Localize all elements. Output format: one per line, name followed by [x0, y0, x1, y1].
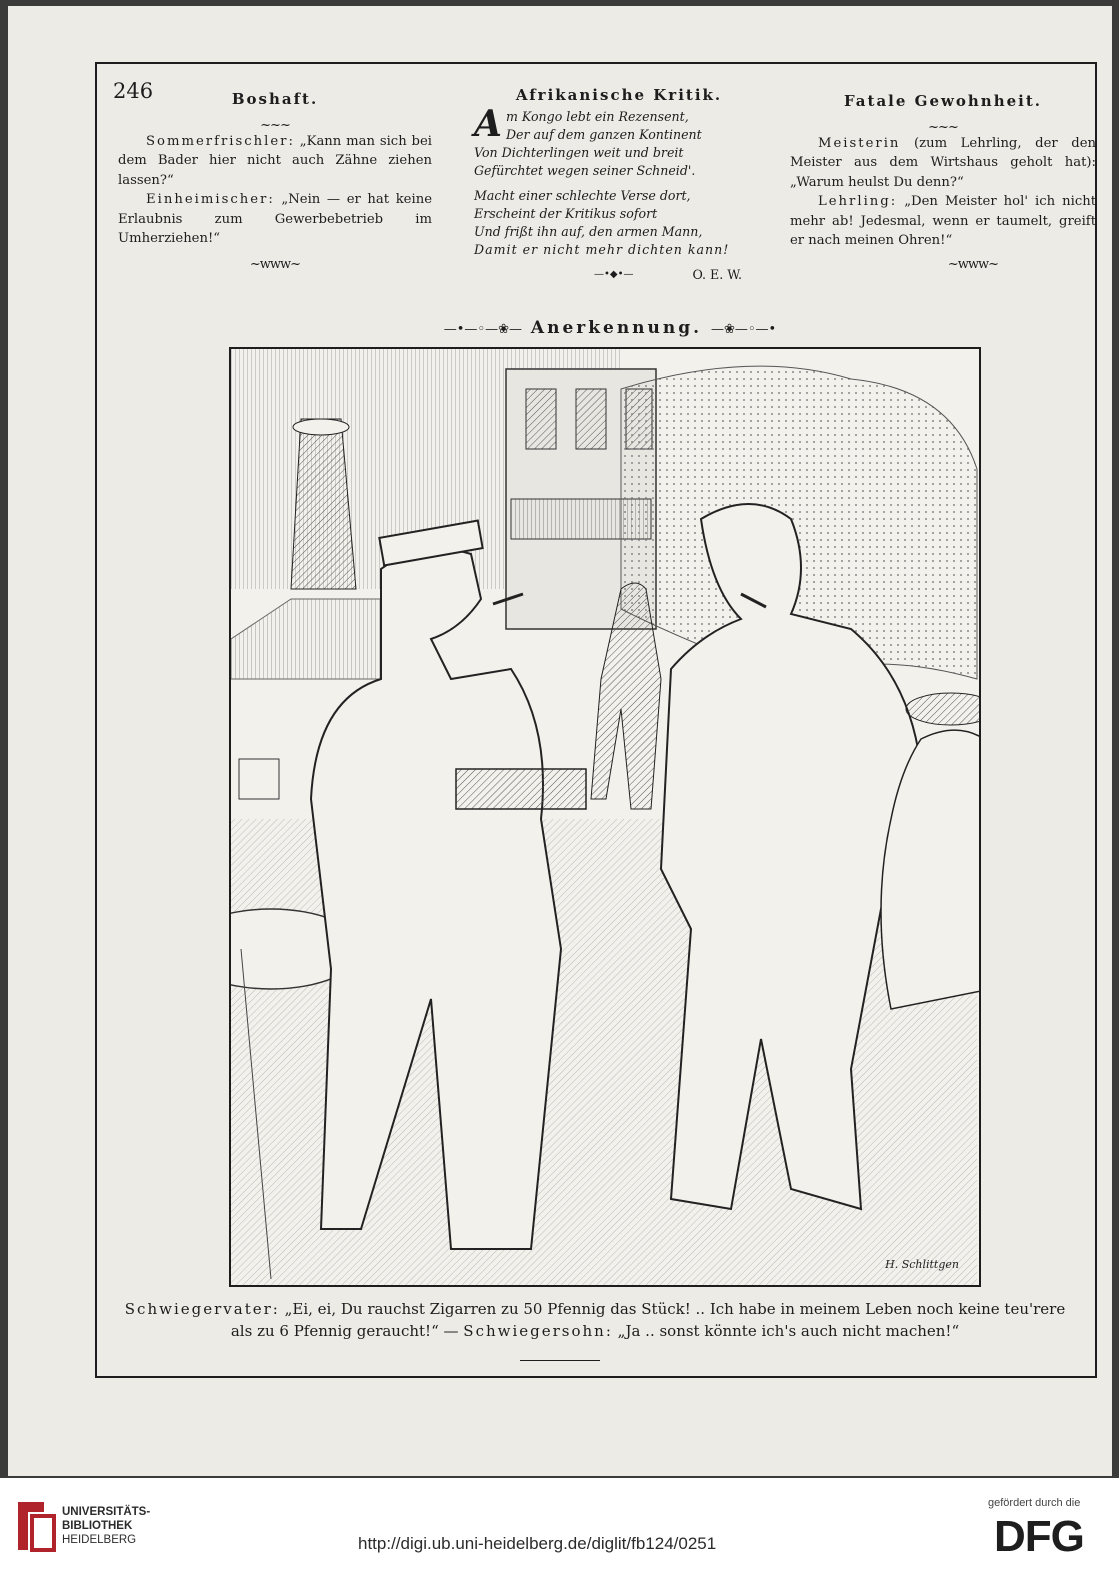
- speaker-label: Sommerfrischler:: [146, 133, 295, 149]
- cartoon-illustration: [229, 347, 981, 1287]
- poem-line: m Kongo lebt ein Rezensent,: [505, 109, 689, 124]
- paragraph-text: „Kann man sich bei dem Bader hier nicht auch Zähne ziehen lassen?“: [118, 133, 432, 188]
- article-title: Afrikanische Kritik.: [515, 86, 723, 104]
- article-fatale-gewohnheit: [790, 92, 1096, 271]
- plant-tub: [239, 759, 279, 799]
- poem-line: Von Dichterlingen weit und breit: [474, 145, 684, 160]
- poem-line: Und frißt ihn auf, den armen Mann,: [474, 224, 703, 239]
- poem-footer: [474, 266, 764, 284]
- poem-line: Der auf dem ganzen Kontinent: [505, 127, 702, 142]
- cartoon-drawing: [231, 349, 979, 1285]
- end-ornament: ~www~: [947, 256, 999, 272]
- speaker-label: Lehrling:: [818, 194, 898, 209]
- library-name[interactable]: [62, 1505, 150, 1547]
- title-ornament-right: —❀—◦—•: [711, 322, 777, 337]
- poem-line: Macht einer schlechte Verse dort,: [474, 188, 691, 203]
- funded-by-label: gefördert durch die: [988, 1497, 1081, 1509]
- library-line: BIBLIOTHEK: [62, 1520, 133, 1532]
- poem-stanza: [474, 187, 764, 259]
- speaker-label: Einheimischer:: [146, 192, 275, 207]
- cartoon-title-text: Anerkennung.: [530, 318, 703, 338]
- speaker-label: Schwiegersohn:: [463, 1322, 613, 1340]
- artist-signature: H. Schlittgen: [885, 1258, 959, 1271]
- article-title: Boshaft.: [231, 90, 319, 108]
- permalink-url[interactable]: http://digi.ub.uni-heidelberg.de/diglit/fb124/0251: [358, 1534, 717, 1553]
- viewer-footer: [0, 1478, 1119, 1575]
- cigar-box: [456, 769, 586, 809]
- woman-hat: [906, 693, 979, 725]
- caption-text: „Ei, ei, Du rauchst Zigarren zu 50 Pfennig das Stück! .. Ich habe in meinem Leben noch keine teu'rere als zu 6 Pfennig geraucht!“ —: [230, 1300, 1066, 1340]
- title-ornament: ~~~: [260, 117, 290, 133]
- article-boshaft: [118, 90, 432, 271]
- library-logo-icon: [14, 1498, 58, 1554]
- article-title: Fatale Gewohnheit.: [843, 92, 1043, 110]
- paragraph: [118, 132, 432, 191]
- speaker-label: Meisterin: [818, 135, 901, 151]
- library-line: HEIDELBERG: [62, 1534, 137, 1546]
- window: [576, 389, 606, 449]
- speaker-label: Schwiegervater:: [124, 1300, 280, 1318]
- poem-line: Damit er nicht mehr dichten kann!: [474, 242, 730, 257]
- article-afrikanische-kritik: [474, 86, 764, 284]
- paragraph: [790, 134, 1096, 193]
- caption-text: „Ja .. sonst könnte ich's auch nicht machen!“: [612, 1322, 960, 1340]
- poem-line: Gefürchtet wegen seiner Schneid'.: [474, 163, 696, 178]
- paragraph-text: (zum Lehrling, der den Meister aus dem Wirtshaus geholt hat): „Warum heulst Du denn?“: [790, 135, 1096, 190]
- library-line: UNIVERSITÄTS-: [62, 1506, 151, 1518]
- paragraph: [118, 190, 432, 249]
- poem-line: Erscheint der Kritikus sofort: [474, 206, 658, 221]
- lady-hat: [293, 419, 349, 435]
- page-number: 246: [113, 79, 154, 103]
- window: [526, 389, 556, 449]
- title-ornament: ~~~: [928, 119, 958, 135]
- paragraph-text: „Nein — er hat keine Erlaubnis zum Gewerbebetrieb im Umherziehen!“: [118, 192, 432, 246]
- paragraph: [790, 192, 1096, 251]
- end-ornament: —•◆•—: [594, 269, 634, 280]
- cartoon-caption: [120, 1298, 1070, 1342]
- end-ornament: ~www~: [249, 256, 301, 272]
- caption-divider: [520, 1360, 600, 1361]
- title-ornament-left: —•—◦—❀—: [443, 322, 522, 337]
- poem-author: O. E. W.: [692, 267, 742, 282]
- paragraph-text: „Den Meister hol' ich nicht mehr ab! Jedesmal, wenn er taumelt, greift er nach meinen Ohren!“: [790, 194, 1096, 248]
- poem-stanza: [474, 103, 764, 180]
- dfg-logo[interactable]: DFG: [994, 1512, 1084, 1561]
- drop-cap-initial: A: [474, 103, 502, 145]
